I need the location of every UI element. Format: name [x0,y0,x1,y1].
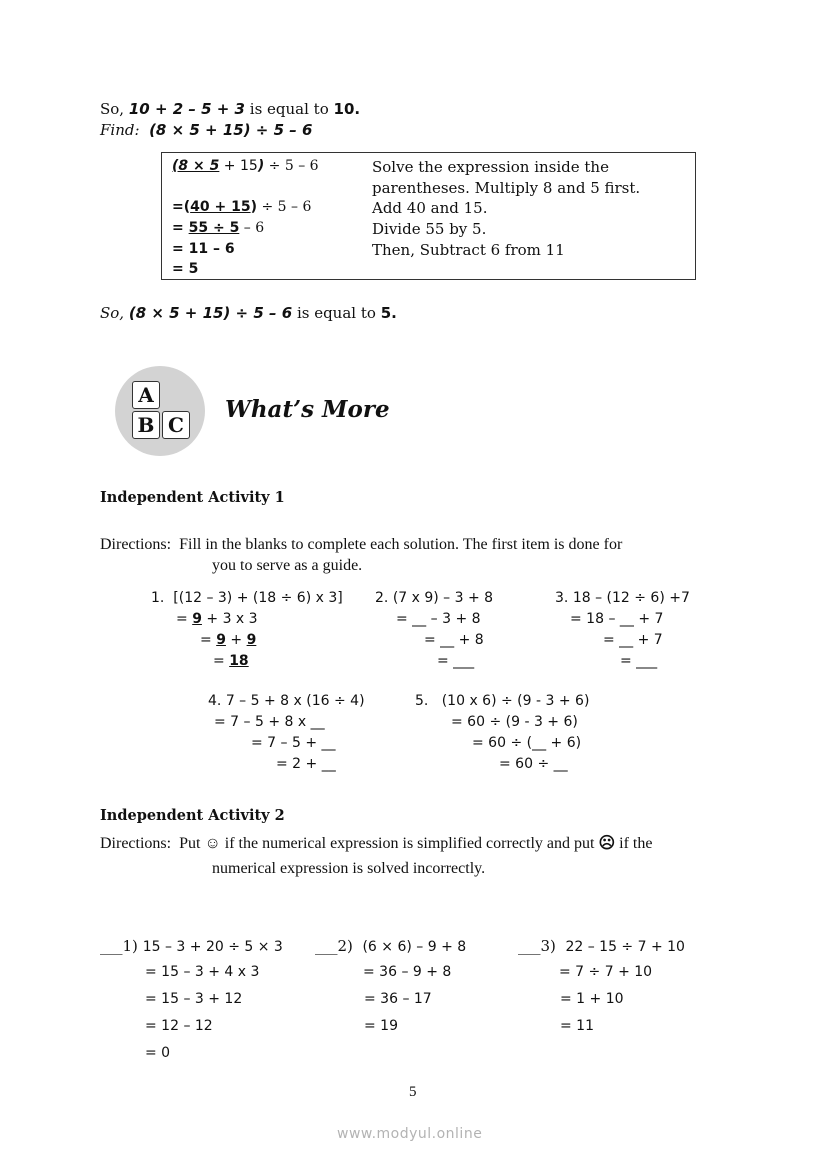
find-line [100,121,312,139]
a2-item-1-step-4: = 0 [145,1045,171,1061]
abc-blocks-icon [115,366,205,456]
item-3-step-2[interactable]: = __ + 7 [603,632,663,648]
item-5-step-3[interactable]: = 60 ÷ __ [499,756,568,772]
item-expression: (6 × 6) – 9 + 8 [362,939,467,955]
item-5-step-1: = 60 ÷ (9 - 3 + 6) [451,714,578,730]
step-part: ÷ 5 – 6 [257,199,312,215]
activity-1-item-3 [555,590,690,606]
answer-blank[interactable]: ___ [315,937,338,955]
directions-text: if the [615,835,653,852]
find-label: Find: [100,121,140,139]
item-expression: (7 x 9) – 3 + 8 [392,590,494,606]
step-part: (8 × 5 [172,158,220,174]
item-number: 3. [555,590,569,606]
so-prefix: So, [100,304,129,322]
step-part: – 6 [239,220,265,236]
item-expression: 22 – 15 ÷ 7 + 10 [565,939,685,955]
block-b: B [132,411,160,439]
smiley-face-icon: ☺ [204,835,221,852]
answer: 9 [216,632,226,648]
item-5-step-2[interactable]: = 60 ÷ (__ + 6) [472,735,582,751]
activity-1-item-4 [208,693,365,709]
item-1-step-2: = 9 + 9 [200,632,257,648]
step-part: 40 + 15 [190,199,251,215]
a2-item-1-step-1: = 15 – 3 + 4 x 3 [145,964,260,980]
activity-1-heading: Independent Activity 1 [100,489,285,506]
item-4-step-1[interactable]: = 7 – 5 + 8 x __ [214,714,325,730]
a2-item-3-step-2: = 1 + 10 [560,991,624,1007]
directions-text: Fill in the blanks to complete each solution. The first item is done for [179,536,623,553]
block-a: A [132,381,160,409]
item-expression: 18 – (12 ÷ 6) +7 [572,590,690,606]
step-part: ) [257,158,265,174]
item-1-step-1: = 9 + 3 x 3 [176,611,258,627]
section-title: What’s More [225,396,390,423]
expression: 10 + 2 – 5 + 3 [128,100,245,118]
solution-step-5: = 11 – 6 [172,241,235,257]
item-3-step-3[interactable]: = ___ [620,653,658,669]
step-part: 55 ÷ 5 [188,220,240,236]
solution-step-4 [172,220,264,236]
result: 10. [333,100,361,118]
step-part: = [172,220,189,236]
activity-1-directions-cont: you to serve as a guide. [212,557,363,574]
item-2-step-2[interactable]: = __ + 8 [424,632,484,648]
item-number: 1. [151,590,165,606]
activity-2-heading: Independent Activity 2 [100,807,285,824]
a2-item-1-step-3: = 12 – 12 [145,1018,213,1034]
item-expression: (10 x 6) ÷ (9 - 3 + 6) [441,693,590,709]
solution-explanation-2: parentheses. Multiply 8 and 5 first. [372,179,641,197]
solution-explanation-1: Solve the expression inside the [372,158,609,176]
item-expression: [(12 – 3) + (18 ÷ 6) x 3] [173,590,343,606]
item-2-step-3[interactable]: = ___ [437,653,475,669]
conclusion-line-1 [100,100,360,118]
directions-label: Directions: [100,536,172,553]
directions-label: Directions: [100,835,172,852]
activity-2-item-1 [100,937,283,955]
activity-2-item-3 [518,937,685,955]
activity-2-directions-cont: numerical expression is solved incorrectly. [212,860,486,877]
a2-item-1-step-2: = 15 – 3 + 12 [145,991,243,1007]
block-c: C [162,411,190,439]
solution-explanation-5: Then, Subtract 6 from 11 [372,241,565,259]
answer: 9 [192,611,202,627]
answer-blank[interactable]: ___ [518,937,541,955]
connector: is equal to [245,100,334,118]
item-expression: 15 – 3 + 20 ÷ 5 × 3 [142,939,283,955]
step-part: + 15 [219,158,258,174]
item-1-step-3: = 18 [213,653,249,669]
activity-2-directions [100,833,652,853]
a2-item-2-step-2: = 36 – 17 [364,991,432,1007]
directions-text: Put [179,835,205,852]
item-3-step-1[interactable]: = 18 – __ + 7 [570,611,664,627]
directions-text: if the numerical expression is simplified correctly and put [220,835,599,852]
watermark: www.modyul.online [337,1126,483,1142]
solution-explanation-4: Divide 55 by 5. [372,220,487,238]
step-part: ÷ 5 – 6 [264,158,319,174]
answer: 18 [229,653,249,669]
result: 5. [380,304,397,322]
item-4-step-3[interactable]: = 2 + __ [276,756,336,772]
solution-box [161,152,696,280]
item-2-step-1[interactable]: = __ – 3 + 8 [396,611,481,627]
solution-step-1 [172,158,319,174]
solution-step-6: = 5 [172,261,199,277]
conclusion-line-2 [100,304,397,322]
item-number: 4. [208,693,222,709]
step-part: =( [172,199,191,215]
activity-2-item-2 [315,937,466,955]
activity-1-item-2 [375,590,493,606]
frowning-face-icon: ☹ [598,835,616,852]
item-expression: 7 – 5 + 8 x (16 ÷ 4) [225,693,365,709]
item-4-step-2[interactable]: = 7 – 5 + __ [251,735,336,751]
item-number: 1) [122,937,138,955]
solution-step-3 [172,199,311,215]
a2-item-2-step-1: = 36 – 9 + 8 [363,964,452,980]
item-number: 2. [375,590,389,606]
answer: 9 [246,632,257,648]
expression: (8 × 5 + 15) ÷ 5 – 6 [128,304,293,322]
step-part: ) [250,199,257,215]
so-prefix: So, [100,100,129,118]
activity-1-item-5 [415,693,589,709]
connector: is equal to [292,304,381,322]
page-number: 5 [409,1084,417,1100]
find-expression: (8 × 5 + 15) ÷ 5 – 6 [149,121,313,139]
activity-1-directions [100,536,622,554]
solution-explanation-3: Add 40 and 15. [372,199,488,217]
item-number: 3) [540,937,556,955]
answer-blank[interactable]: ___ [100,937,123,955]
a2-item-3-step-1: = 7 ÷ 7 + 10 [559,964,653,980]
a2-item-2-step-3: = 19 [364,1018,398,1034]
activity-1-item-1 [151,590,343,606]
a2-item-3-step-3: = 11 [560,1018,594,1034]
item-number: 5. [415,693,429,709]
item-number: 2) [337,937,353,955]
